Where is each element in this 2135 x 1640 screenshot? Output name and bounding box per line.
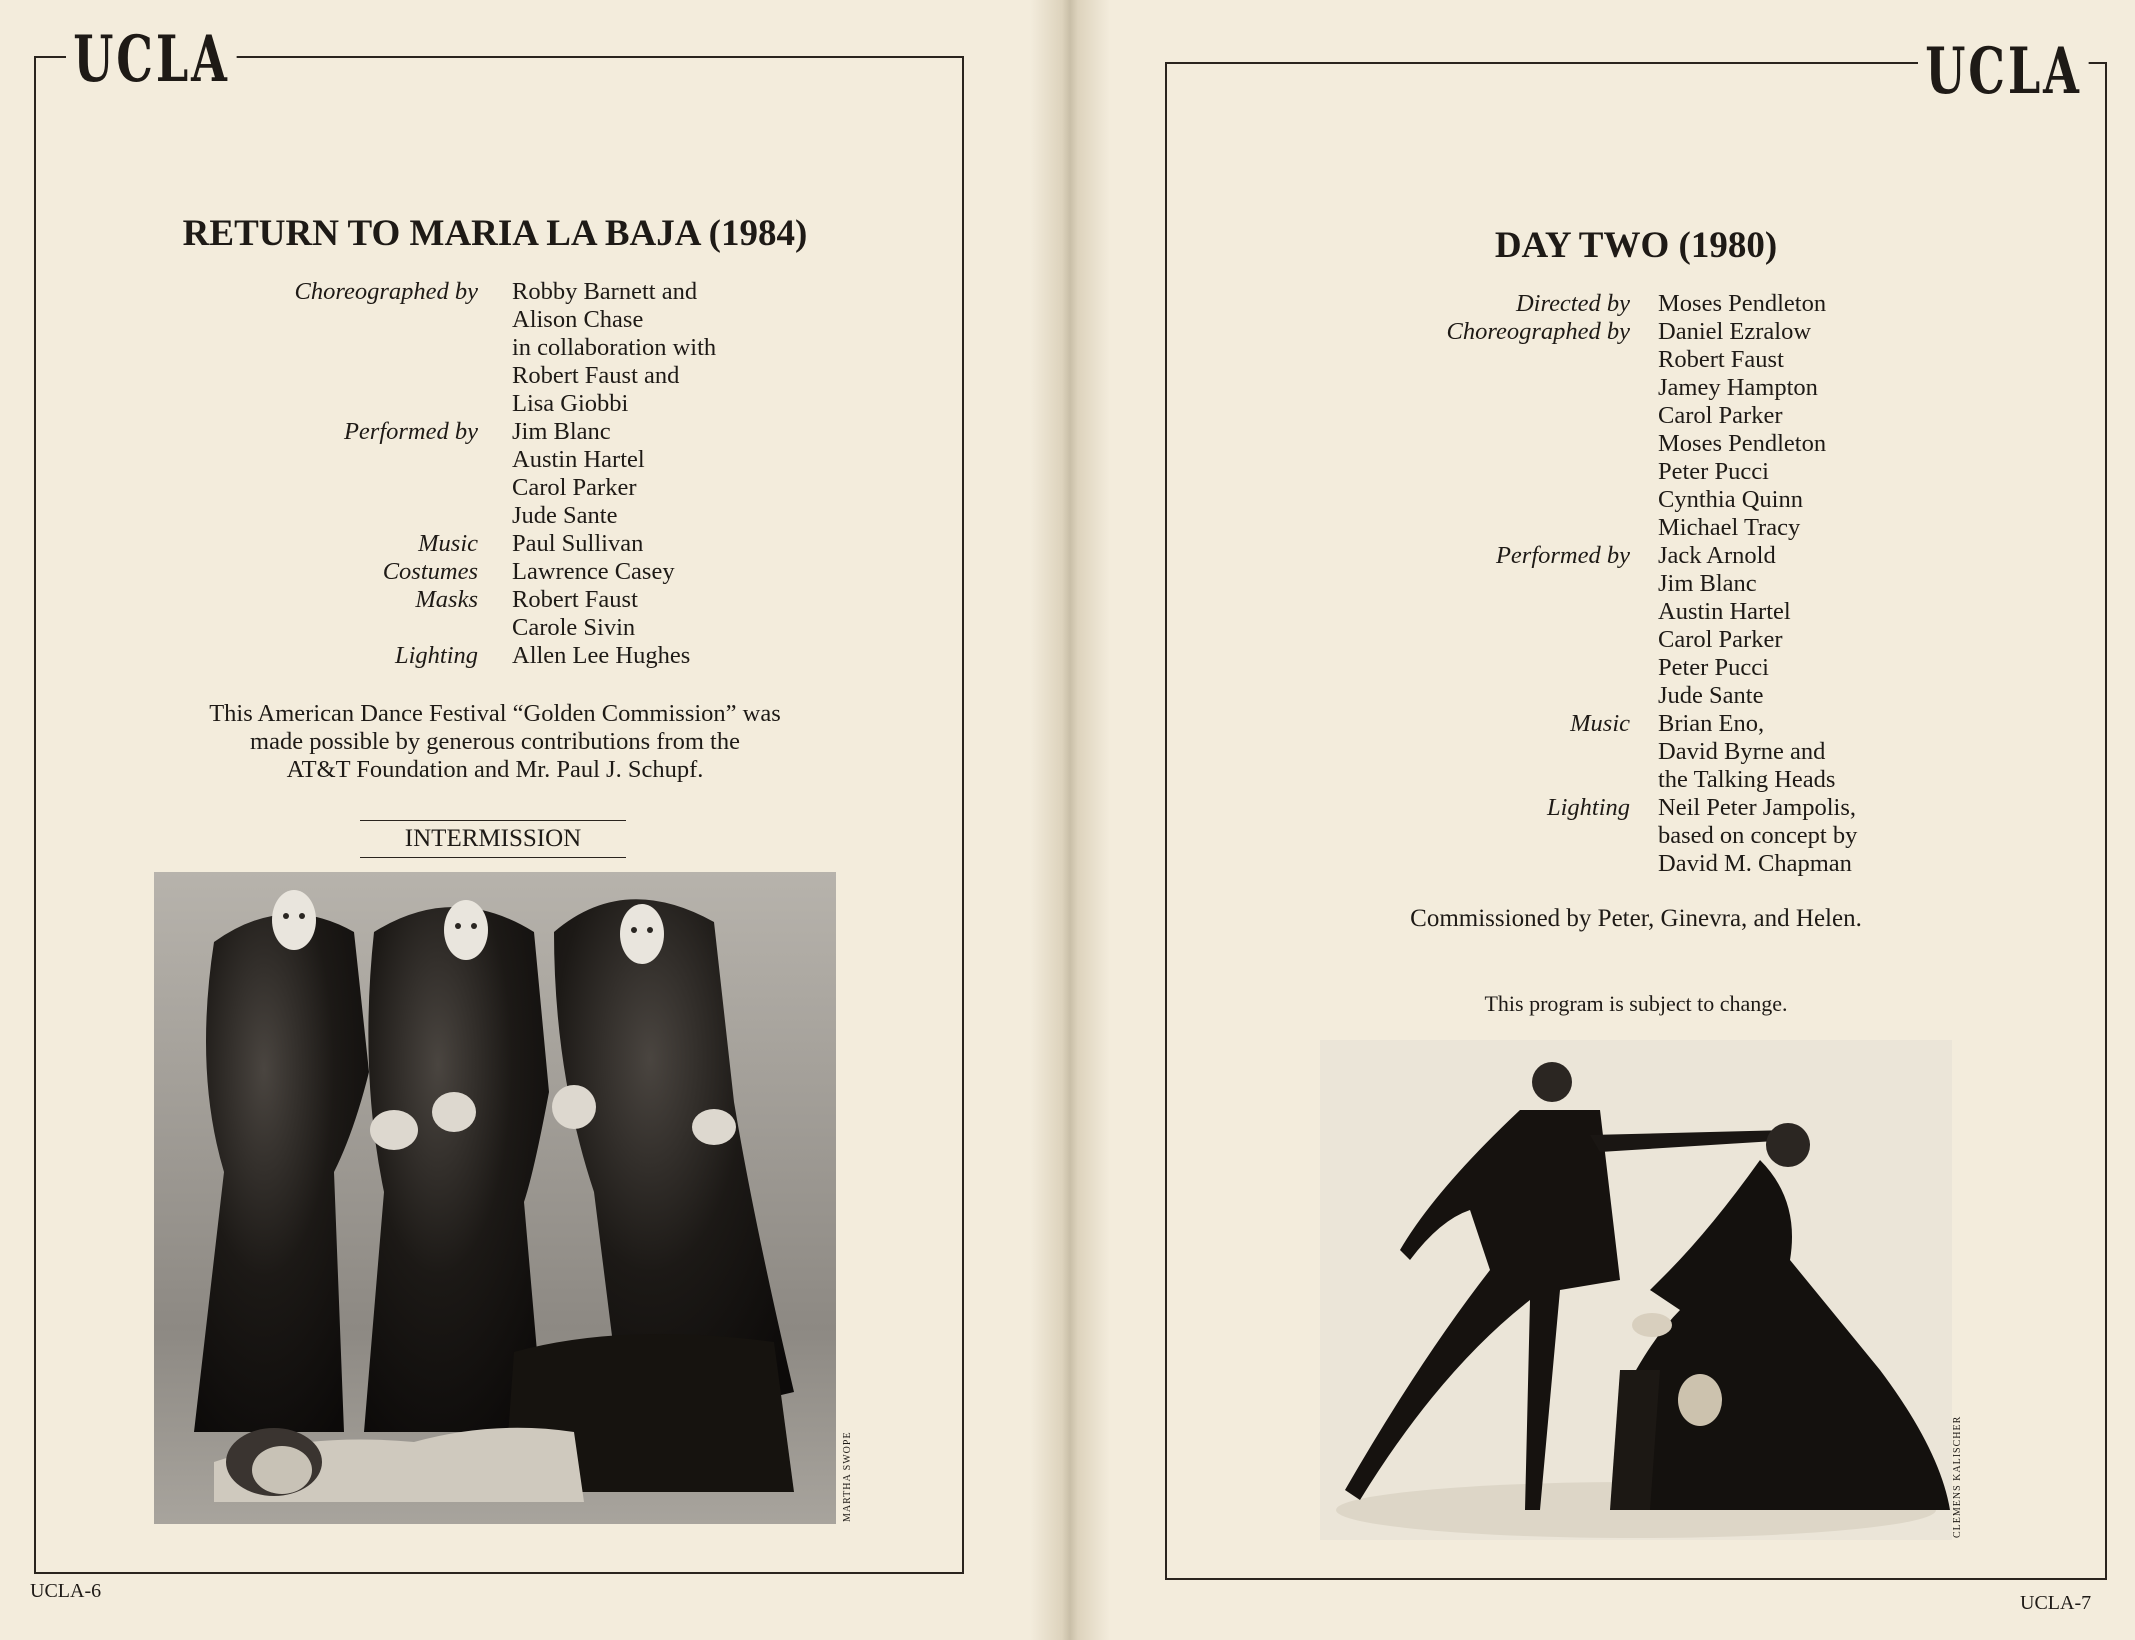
credit-row — [160, 390, 880, 418]
credit-name: Jim Blanc — [1658, 570, 1757, 597]
credit-row — [160, 278, 880, 306]
credit-name: Robert Faust and — [512, 362, 680, 389]
credit-row — [1360, 738, 2000, 766]
credit-name: Robert Faust — [512, 586, 638, 613]
note-line: This American Dance Festival “Golden Commission” was — [209, 700, 781, 727]
credit-row — [1360, 710, 2000, 738]
credit-role: Lighting — [1546, 794, 1630, 821]
note-line: made possible by generous contributions from the — [250, 728, 740, 755]
credit-name: Jack Arnold — [1658, 542, 1776, 569]
credit-row — [1360, 822, 2000, 850]
masked-dancers-photo — [154, 872, 836, 1524]
credit-row — [1360, 682, 2000, 710]
credit-row — [160, 334, 880, 362]
masked-dancers-illustration — [154, 872, 836, 1524]
credit-row — [1360, 402, 2000, 430]
credit-role: Choreographed by — [1446, 318, 1630, 345]
ucla-logo-left: UCLA — [66, 28, 237, 92]
credit-role: Music — [1570, 710, 1630, 737]
credit-name: Moses Pendleton — [1658, 290, 1827, 317]
credit-row — [1360, 794, 2000, 822]
credit-row — [1360, 290, 2000, 318]
credit-role: Choreographed by — [294, 278, 478, 305]
credit-name: Robby Barnett and — [512, 278, 698, 305]
credit-role: Performed by — [1495, 542, 1630, 569]
credit-name: based on concept by — [1658, 822, 1858, 849]
right-credits-list — [1360, 290, 2000, 878]
credit-row — [1360, 766, 2000, 794]
credit-name: Neil Peter Jampolis, — [1658, 794, 1857, 821]
credit-name: Alison Chase — [512, 306, 644, 333]
credit-row — [160, 502, 880, 530]
credit-row — [1360, 654, 2000, 682]
ucla-logo-right: UCLA — [1918, 40, 2089, 104]
credit-row — [160, 446, 880, 474]
credit-role: Performed by — [343, 418, 478, 445]
credit-row — [160, 362, 880, 390]
credit-name: Paul Sullivan — [512, 530, 644, 557]
credit-row — [1360, 486, 2000, 514]
credit-row — [160, 558, 880, 586]
book-gutter — [1030, 0, 1110, 1640]
credit-role: Lighting — [394, 642, 478, 669]
right-page-title: DAY TWO (1980) — [1494, 225, 1778, 266]
credit-name: Peter Pucci — [1658, 654, 1769, 681]
credit-name: Lawrence Casey — [512, 558, 675, 585]
credit-row — [160, 614, 880, 642]
credit-row — [160, 642, 880, 670]
credit-name: the Talking Heads — [1658, 766, 1836, 793]
credit-name: Robert Faust — [1658, 346, 1784, 373]
credit-name: Jude Sante — [512, 502, 618, 529]
credit-name: Moses Pendleton — [1658, 430, 1827, 457]
credit-role: Masks — [415, 586, 478, 613]
credit-row — [1360, 458, 2000, 486]
note-line: AT&T Foundation and Mr. Paul J. Schupf. — [286, 756, 704, 783]
credit-row — [1360, 626, 2000, 654]
credit-name: Daniel Ezralow — [1658, 318, 1812, 345]
left-credits-list — [160, 278, 880, 670]
program-change-note: This program is subject to change. — [1484, 991, 1788, 1016]
credit-row — [1360, 570, 2000, 598]
golden-commission-note — [130, 700, 860, 784]
credit-role: Costumes — [382, 558, 478, 585]
credit-name: Allen Lee Hughes — [512, 642, 691, 669]
credit-name: Cynthia Quinn — [1658, 486, 1803, 513]
credit-row — [1360, 374, 2000, 402]
intermission-label: INTERMISSION — [360, 820, 626, 858]
left-photo-credit: MARTHA SWOPE — [842, 1431, 853, 1522]
credit-name: Lisa Giobbi — [512, 390, 629, 417]
credit-name: David Byrne and — [1658, 738, 1826, 765]
credit-name: in collaboration with — [512, 334, 717, 361]
day-two-dancers-photo — [1320, 1040, 1952, 1540]
credit-name: Carol Parker — [512, 474, 637, 501]
credit-row — [160, 474, 880, 502]
credit-row — [1360, 514, 2000, 542]
credit-name: Jim Blanc — [512, 418, 611, 445]
right-folio: UCLA-7 — [2020, 1592, 2092, 1614]
credit-name: Jude Sante — [1658, 682, 1764, 709]
commission-note: Commissioned by Peter, Ginevra, and Helen. — [1410, 905, 1862, 932]
credit-name: Carol Parker — [1658, 626, 1783, 653]
credit-row — [1360, 346, 2000, 374]
credit-role: Directed by — [1515, 290, 1630, 317]
credit-name: Carol Parker — [1658, 402, 1783, 429]
credit-name: Jamey Hampton — [1658, 374, 1818, 401]
credit-row — [160, 586, 880, 614]
credit-row — [160, 418, 880, 446]
credit-row — [1360, 542, 2000, 570]
credit-name: Austin Hartel — [1658, 598, 1791, 625]
left-folio: UCLA-6 — [30, 1580, 102, 1602]
credit-row — [160, 530, 880, 558]
credit-row — [160, 306, 880, 334]
credit-row — [1360, 318, 2000, 346]
credit-name: David M. Chapman — [1658, 850, 1852, 877]
credit-name: Michael Tracy — [1658, 514, 1801, 541]
right-photo-credit: CLEMENS KALISCHER — [1952, 1415, 1963, 1538]
credit-name: Brian Eno, — [1658, 710, 1765, 737]
credit-row — [1360, 430, 2000, 458]
credit-row — [1360, 598, 2000, 626]
credit-name: Carole Sivin — [512, 614, 636, 641]
left-page-title: RETURN TO MARIA LA BAJA (1984) — [182, 213, 808, 254]
credit-row — [1360, 850, 2000, 878]
day-two-dancers-illustration — [1320, 1040, 1952, 1540]
credit-role: Music — [418, 530, 478, 557]
credit-name: Austin Hartel — [512, 446, 645, 473]
credit-name: Peter Pucci — [1658, 458, 1769, 485]
